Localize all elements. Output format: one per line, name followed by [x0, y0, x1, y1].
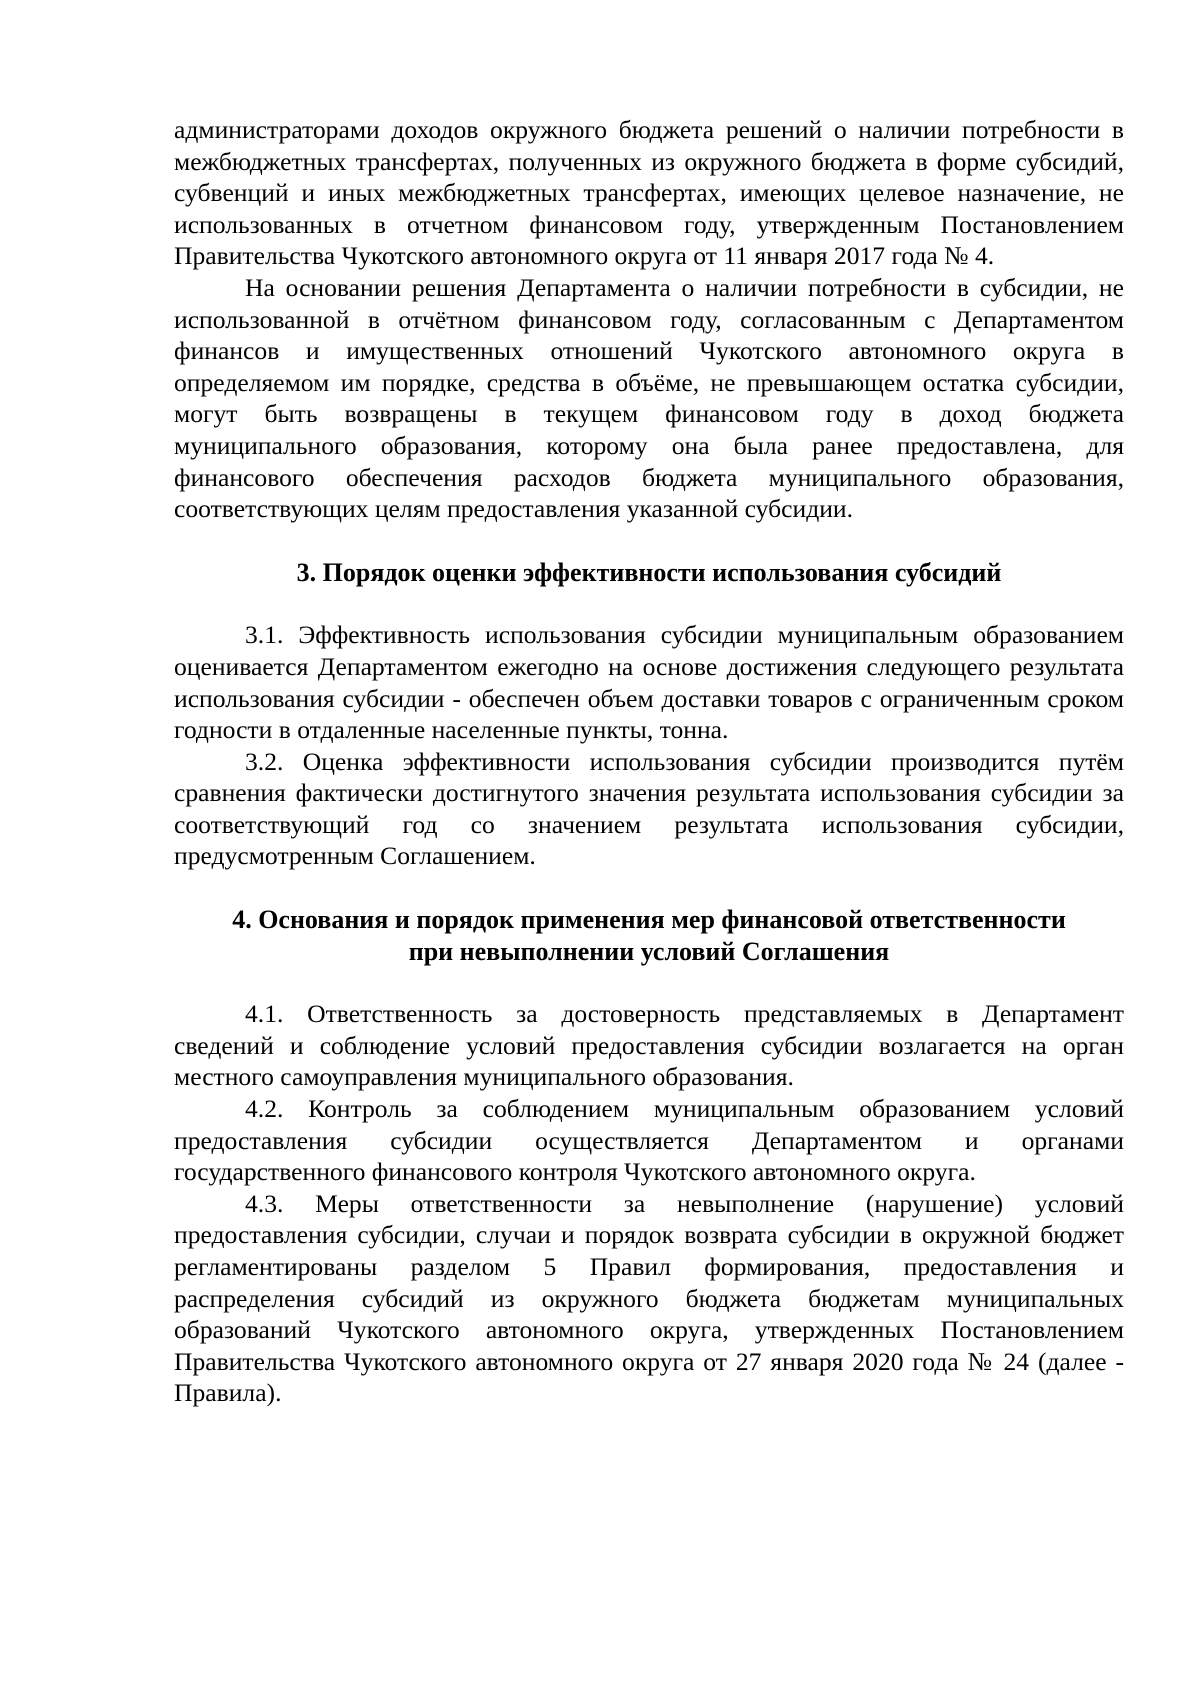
paragraph-3-1: 3.1. Эффективность использования субсидии муниципальным образованием оценивается Департаментом ежегодно на основе достижения следующего результата использования субсидии - обеспечен объем доставки товаров с ограниченным сроком годности в отдаленные населенные пункты, тонна.	[174, 620, 1124, 745]
paragraph-3-2: 3.2. Оценка эффективности использования субсидии производится путём сравнения фактически достигнутого значения результата использования субсидии за соответствующий год со значением результата использования субсидии, предусмотренным Соглашением.	[174, 746, 1124, 871]
section-4-heading-line1: 4. Основания и порядок применения мер финансовой ответственности	[232, 905, 1066, 935]
section-4-heading-line2: при невыполнении условий Соглашения	[408, 936, 890, 966]
paragraph-4-2: 4.2. Контроль за соблюдением муниципальным образованием условий предоставления субсидии осуществляется Департаментом и органами государственного финансового контроля Чукотского автономного округа.	[174, 1094, 1124, 1187]
paragraph-4-3: 4.3. Меры ответственности за невыполнение (нарушение) условий предоставления субсидии, случаи и порядок возврата субсидии в окружной бюджет регламентированы разделом 5 Правил формирования, предоставления и распределения субсидий из окружного бюджета бюджетам муниципальных образований Чукотского автономного округа, утвержденных Постановлением Правительства Чукотского автономного округа от 27 января 2020 года № 24 (далее - Правила).	[174, 1188, 1124, 1408]
paragraph-decision: На основании решения Департамента о наличии потребности в субсидии, не использованной в отчётном финансовом году, согласованным с Департаментом финансов и имущественных отношений Чукотского автономного округа в определяемом им порядке, средства в объёме, не превышающем остатка субсидии, могут быть возвращены в текущем финансовом году в доход бюджета муниципального образования, которому она была ранее предоставлена, для финансового обеспечения расходов бюджета муниципального образования, соответствующих целям предоставления указанной субсидии.	[174, 272, 1124, 524]
section-4-heading	[174, 904, 1124, 967]
paragraph-4-1: 4.1. Ответственность за достоверность представляемых в Департамент сведений и соблюдение условий предоставления субсидии возлагается на орган местного самоуправления муниципального образования.	[174, 999, 1124, 1092]
section-3-heading: 3. Порядок оценки эффективности использования субсидий	[296, 557, 1002, 587]
paragraph-continuation: администраторами доходов окружного бюджета решений о наличии потребности в межбюджетных трансфертах, полученных из окружного бюджета в форме субсидий, субвенций и иных межбюджетных трансфертах, имеющих целевое назначение, не использованных в отчетном финансовом году, утвержденным Постановлением Правительства Чукотского автономного округа от 11 января 2017 года № 4.	[174, 115, 1124, 271]
document-page	[174, 114, 1124, 1409]
